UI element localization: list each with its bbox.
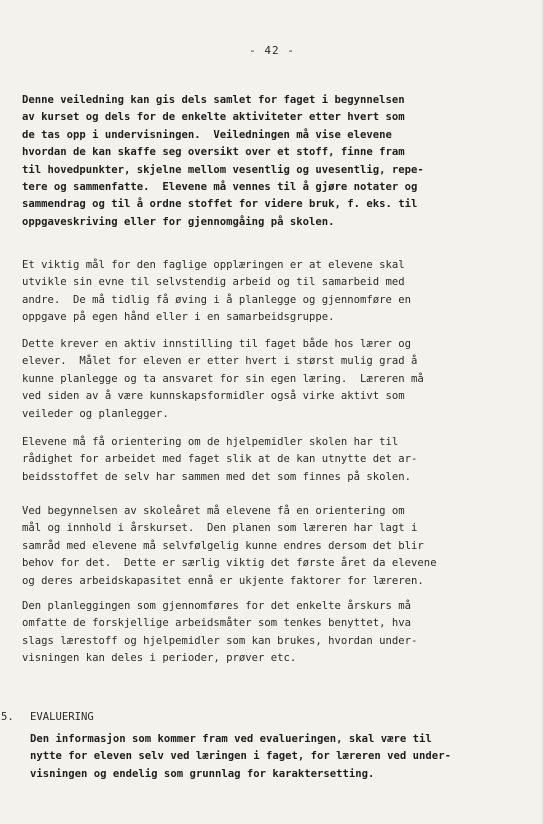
section-paragraph: Den informasjon som kommer fram ved evalueringen, skal være til nytte for eleven selv ved læringen i faget, for læreren ved under- visningen og endelig som grunnlag for karaktersetting. bbox=[30, 733, 451, 780]
paragraph-4: Elevene må få orientering om de hjelpemidler skolen har til rådighet for arbeidet med faget slik at de kan utnytte det ar- beidsstoffet de selv har sammen med det som finnes på skolen. bbox=[22, 436, 418, 483]
section-title: EVALUERING bbox=[30, 711, 94, 723]
page-number: - 42 - bbox=[249, 44, 295, 57]
paragraph-6: Den planleggingen som gjennomføres for det enkelte årskurs må omfatte de forskjellige arbeidsmåter som tenkes benyttet, hva slags lærestoff og hjelpemidler som kan brukes, hvordan under- visningen kan deles i perioder, prøver etc. bbox=[22, 600, 418, 665]
section-number: 5. bbox=[1, 711, 14, 723]
paragraph-5: Ved begynnelsen av skoleåret må elevene få en orientering om mål og innhold i årskurset. Den planen som læreren har lagt i samråd med elevene må selvfølgelig kunne endres dersom det blir behov for det. Dette er særlig viktig det første året da elevene og deres arbeidskapasitet ennå er ukjente faktorer for læreren. bbox=[22, 505, 437, 587]
paragraph-2: Et viktig mål for den faglige opplæringen er at elevene skal utvikle sin evne til selvstendig arbeid og til samarbeid med andre. De må tidlig få øving i å planlegge og gjennomføre en oppgave på egen hånd eller i en samarbeidsgruppe. bbox=[22, 259, 412, 324]
paragraph-3: Dette krever en aktiv innstilling til faget både hos lærer og elever. Målet for eleven er etter hvert i størst mulig grad å kunne planlegge og ta ansvaret for sin egen læring. Læreren må ved siden av å være kunnskapsformidler også virke aktivt som veileder og planlegger. bbox=[22, 338, 424, 420]
paragraph-1: Denne veiledning kan gis dels samlet for faget i begynnelsen av kurset og dels for de enkelte aktiviteter etter hvert som de tas opp i undervisningen. Veiledningen må vise elevene hvordan de kan skaffe seg oversikt over et stoff, finne fram til hovedpunkter, skjelne mellom vesentlig og uvesentlig, repe- tere og sammenfatte. Elevene må vennes til å gjøre notater og sammendrag og til å ordne stoffet for videre bruk, f. eks. til oppgaveskriving eller for gjennomgåing på skolen. bbox=[22, 94, 424, 228]
